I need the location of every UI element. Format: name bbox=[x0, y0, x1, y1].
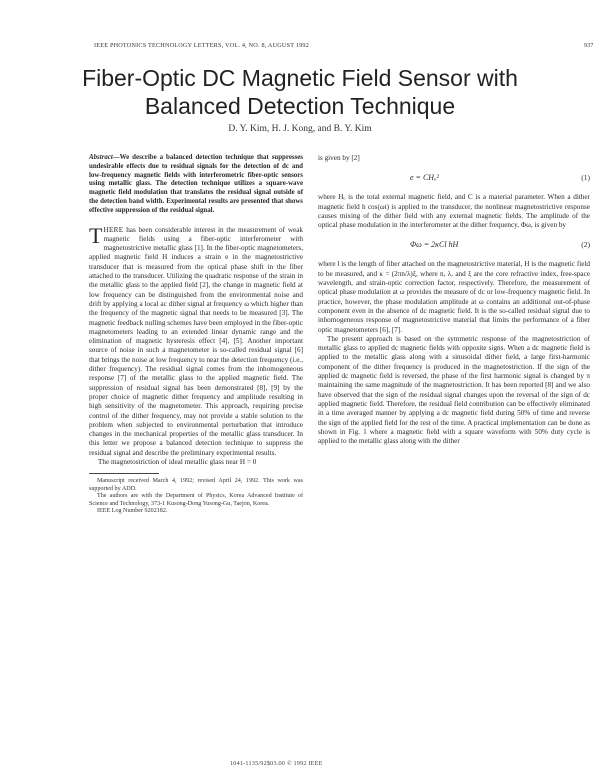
intro-text: has been considerable interest in the measurement of weak magnetic fields using a fiber-optic interferometer with magnetostrictive metallic glass [1]. In the fiber-optic magnetometers, applied magnetic field H induces a strain e in the magnetostrictive transducer that is measured from the optical phase shift in the fiber attached to the transducer. Utilizing the quadratic response of the strain in the metallic glass to the applied field [2], the change in magnetic field at low frequency can be distinguished from the environmental noise and drift by applying a local ac dither signal at frequency ω which higher than the frequency of the magnetic signal that needs to be measured [3]. The magnetic feedback nulling schemes have been employed in the fiber-optic magnetometers leading to an extended linear dynamic range and the elimination of magnetic hysteresis effect [4], [5]. Another important source of noise in such a magnetometer is so-called residual signal [6] that brings the noise at low frequency to near the detection frequency (i.e., dither frequency). The residual signal comes from the inhomogeneous response [7] of the metallic glass to the applied magnetic field. The suppression of residual signal has been demonstrated [8], [9] by the proper choice of magnetic dither frequency and amplitude resulting in high sensitivity of the magnetometer. This approach, requiring precise control of the dither frequency, may not provide a stable solution to the problem when subjected to environmental perturbation that introduce changes in the mechanical properties of the metallic glass transducer. In this letter we propose a balanced detection technique to suppress the residual signal and describe the preliminary experimental results. bbox=[89, 225, 303, 457]
footnote-received: Manuscript received March 4, 1992; revised April 24, 1992. This work was supported by ADD. bbox=[89, 478, 303, 492]
intro-first-word: HERE bbox=[103, 225, 124, 234]
right-column bbox=[318, 154, 590, 446]
equation-2-body: Φω = 2κCl hH bbox=[410, 240, 459, 250]
abstract-text: We describe a balanced detection technique that suppresses undesirable effects due to residual signals for the detection of dc and low-frequency magnetic fields with interferometric fiber-optic sensors using metallic glass. The detection technique utilizes a square-wave magnetic field modulation that translates the residual signal outside of the detection band width. Experimental results are presented that shows effective suppression of the residual signal. bbox=[89, 154, 303, 214]
equation-2 bbox=[318, 236, 590, 254]
paper-title bbox=[60, 64, 540, 120]
equation-1 bbox=[318, 169, 590, 187]
abstract-label: Abstract— bbox=[89, 154, 120, 161]
intro-paragraph bbox=[89, 222, 303, 458]
given-by-1: is given by [2] bbox=[318, 154, 360, 162]
equation-1-number: (1) bbox=[581, 173, 590, 183]
footnote-log: IEEE Log Number 9202182. bbox=[97, 508, 168, 515]
left-column bbox=[89, 154, 303, 516]
after-equation-1: where Hₒ is the total external magnetic field, and C is a material parameter. When a dither magnetic field h cos(ωt) is applied to the transducer, the nonlinear magnetostrictive response causes mixing of the dither field with any external magnetic fields. The amplitude of the optical phase modulation in the interferometer at the dither frequency, Φω, is given by bbox=[318, 193, 590, 230]
footnote-rule bbox=[89, 473, 159, 474]
footnote-affiliation: The authors are with the Department of Physics, Korea Advanced Institute of Science and Technology, 373-1 Kusong-Dong Yusong-Gu, Taejon, Korea. bbox=[89, 493, 303, 507]
drop-cap: T bbox=[89, 222, 103, 248]
title-line-2: Balanced Detection Technique bbox=[144, 93, 456, 119]
title-line-1: Fiber-Optic DC Magnetic Field Sensor with bbox=[82, 65, 518, 91]
after-equation-2: where l is the length of fiber attached on the magnetostrictive material, H is the magnetic field to be measured, and κ = (2πn/λ)ξ, where n, λ, and ξ are the core refractive index, free-space wavelength, and strain-optic correction factor, respectively. Therefore, the measurement of optical phase modulation at ω provides the measure of dc or low-frequency magnetic field. In practice, however, the phase modulation amplitude at ω contains an additional out-of-phase component even in the absence of dc magnetic field. It is the so-called residual signal due to inhomogeneous response of magnetostrictive material that limits the performance of a fiber optic magnetometers [6], [7]. bbox=[318, 260, 590, 334]
equation-1-body: e = CHₒ² bbox=[410, 173, 439, 183]
copyright-footer: 1041-1135/92$03.00 © 1992 IEEE bbox=[230, 760, 323, 767]
authors: D. Y. Kim, H. J. Kong, and B. Y. Kim bbox=[228, 124, 372, 134]
intro-continuation: The magnetostriction of ideal metallic glass near H = 0 bbox=[98, 458, 257, 466]
running-head: IEEE PHOTONICS TECHNOLOGY LETTERS, VOL. 4, NO. 8, AUGUST 1992 bbox=[94, 42, 310, 49]
abstract bbox=[89, 154, 303, 216]
equation-2-number: (2) bbox=[581, 240, 590, 250]
paragraph-2: The present approach is based on the symmetric response of the magnetostriction of metallic glass to applied dc magnetic fields with opposite signs. When a dc magnetic field is applied to the metallic glass along with a sinusoidal dither field, a large first-harmonic component of the dither frequency is produced in the magnetostriction. If the sign of the applied dc magnetic field is reversed, the phase of the first harmonic signal is changed by π maintaining the same magnitude of the magnetostriction. It has been reported [8] and we also have observed that the sign of the residual signal changes upon the reversal of the sign of dc applied magnetic field. Therefore, the residual field contribution can be effectively eliminated in a time averaged manner by applying a dc magnetic field during 50% of time and reverse the sign of the applied field for the rest of the time. A practical implementation can be done as shown in Fig. 1 where a magnetic field with a square waveform with 50% duty cycle is applied to the metallic glass along with the dither bbox=[318, 334, 590, 446]
page-number: 937 bbox=[584, 42, 594, 49]
